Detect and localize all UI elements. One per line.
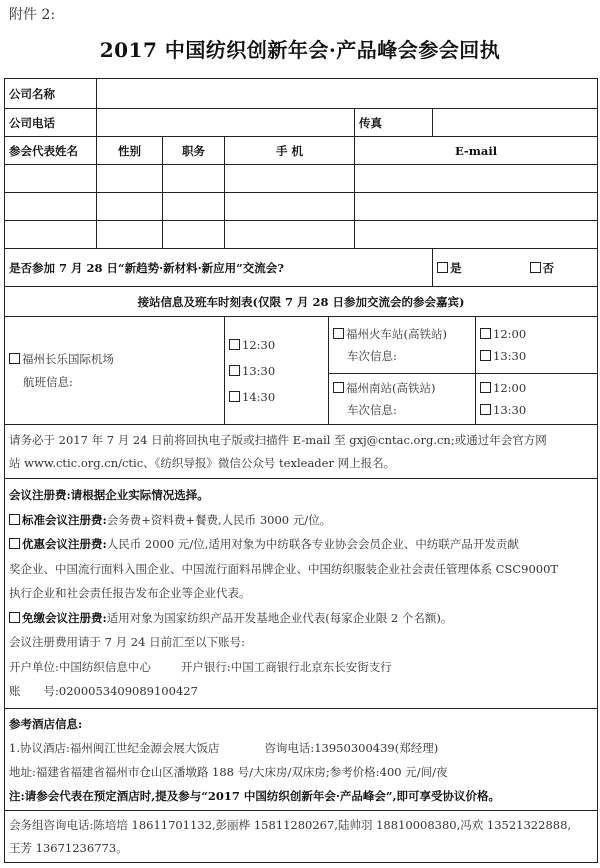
fees-cell xyxy=(5,479,598,709)
discount-fee-text: 执行企业和社会责任报告发布企业等企业代表。 xyxy=(9,586,251,601)
payment-deadline: 会议注册费用请于 7 月 24 日前汇至以下账号: xyxy=(9,635,245,650)
annex-label: 附件 2: xyxy=(9,7,56,23)
hotel-cell xyxy=(5,709,598,811)
exchange-yes-option[interactable]: 是 xyxy=(437,261,462,275)
attendee-row xyxy=(5,221,598,249)
contacts-line: 王芳 13671236773。 xyxy=(9,840,128,855)
contacts-line: 会务组咨询电话:陈培培 18611701132,彭丽桦 15811280267,陆帅羽 18810008380,冯欢 13521322888, xyxy=(9,818,572,832)
fax-label: 传真 xyxy=(355,109,433,137)
company-name-field[interactable] xyxy=(97,79,598,109)
checkbox-icon[interactable] xyxy=(480,350,491,361)
train-info-label: 车次信息: xyxy=(347,403,397,417)
exchange-no-option[interactable]: 否 xyxy=(530,261,555,275)
attendee-name-cell[interactable] xyxy=(5,221,97,249)
airport-times-cell xyxy=(225,317,329,425)
attendee-position-cell[interactable] xyxy=(163,193,225,221)
hotel-note: 注:请参会代表在预定酒店时,提及参与“2017 中国纺织创新年会·产品峰会”,即可享受协议价格。 xyxy=(9,788,500,803)
time-option[interactable]: 12:00 xyxy=(480,323,593,346)
checkbox-icon[interactable] xyxy=(9,353,20,364)
checkbox-icon[interactable] xyxy=(229,391,240,402)
checkbox-icon[interactable] xyxy=(9,538,20,549)
discount-fee-option[interactable]: 优惠会议注册费:人民币 2000 元/位,适用对象为中纺联各专业协会会员企业、中纺联产品开发贡献 xyxy=(9,532,593,557)
col-header-mobile: 手 机 xyxy=(225,137,355,165)
checkbox-icon[interactable] xyxy=(229,339,240,350)
checkbox-icon[interactable] xyxy=(437,262,448,273)
time-option[interactable]: 12:30 xyxy=(229,332,324,358)
hotel-heading: 参考酒店信息: xyxy=(9,716,83,731)
attendee-row xyxy=(5,193,598,221)
exchange-options xyxy=(433,249,598,287)
attendee-gender-cell[interactable] xyxy=(97,165,163,193)
exchange-question: 是否参加 7 月 28 日“新趋势·新材料·新应用”交流会? xyxy=(5,249,433,287)
contacts-cell xyxy=(5,811,598,863)
attendee-email-cell[interactable] xyxy=(355,221,598,249)
checkbox-icon[interactable] xyxy=(9,612,20,623)
time-option[interactable]: 13:30 xyxy=(480,345,593,368)
col-header-name: 参会代表姓名 xyxy=(5,137,97,165)
attendee-position-cell[interactable] xyxy=(163,221,225,249)
airport-cell xyxy=(5,317,225,425)
attendee-name-cell[interactable] xyxy=(5,165,97,193)
checkbox-icon[interactable] xyxy=(530,262,541,273)
south-station-option[interactable]: 福州南站(高铁站) xyxy=(333,377,471,400)
free-fee-option[interactable]: 免缴会议注册费:适用对象为国家纺织产品开发基地企业代表(每家企业限 2 个名额)。 xyxy=(9,606,593,631)
time-option[interactable]: 12:00 xyxy=(480,377,593,400)
south-times-cell xyxy=(476,374,598,425)
attendee-mobile-cell[interactable] xyxy=(225,165,355,193)
attendee-mobile-cell[interactable] xyxy=(225,221,355,249)
train-station-option[interactable]: 福州火车站(高铁站) xyxy=(333,323,471,346)
hotel-name-line: 1.协议酒店:福州闽江世纪金源会展大饭店 咨询电话:13950300439(郑经理) xyxy=(9,740,439,755)
fax-field[interactable] xyxy=(433,109,598,137)
checkbox-icon[interactable] xyxy=(480,404,491,415)
train-times-cell xyxy=(476,317,598,374)
south-station-cell xyxy=(329,374,476,425)
train-info-label: 车次信息: xyxy=(347,349,397,363)
account-info: 开户单位:中国纺织信息中心 开户银行:中国工商银行北京东长安街支行 xyxy=(9,659,392,674)
attendee-mobile-cell[interactable] xyxy=(225,193,355,221)
attendee-gender-cell[interactable] xyxy=(97,193,163,221)
fees-heading: 会议注册费:请根据企业实际情况选择。 xyxy=(9,488,209,503)
account-number: 账 号:0200053409089100427 xyxy=(9,684,198,699)
company-phone-field[interactable] xyxy=(97,109,355,137)
registration-form xyxy=(4,78,598,863)
discount-fee-text: 奖企业、中国流行面料入围企业、中国流行面料吊牌企业、中国纺织服装企业社会责任管理体系 CSC9000T xyxy=(9,561,559,576)
hotel-address: 地址:福建省福建省福州市仓山区潘墩路 188 号/大床房/双床房;参考价格:400 元/间/夜 xyxy=(9,764,448,779)
checkbox-icon[interactable] xyxy=(333,328,344,339)
checkbox-icon[interactable] xyxy=(480,382,491,393)
attendee-email-cell[interactable] xyxy=(355,193,598,221)
col-header-position: 职务 xyxy=(163,137,225,165)
company-name-label: 公司名称 xyxy=(5,79,97,109)
notice-line: 站 www.ctic.org.cn/ctic、《纺织导报》微信公众号 texleader 网上报名。 xyxy=(9,455,396,470)
standard-fee-option[interactable]: 标准会议注册费:会务费+资料费+餐费,人民币 3000 元/位。 xyxy=(9,508,593,533)
col-header-email: E-mail xyxy=(355,137,598,165)
attendee-gender-cell[interactable] xyxy=(97,221,163,249)
checkbox-icon[interactable] xyxy=(333,382,344,393)
airport-option[interactable]: 福州长乐国际机场 xyxy=(9,348,220,371)
notice-cell xyxy=(5,425,598,479)
time-option[interactable]: 13:30 xyxy=(229,358,324,384)
transfer-title: 接站信息及班车时刻表(仅限 7 月 28 日参加交流会的参会嘉宾) xyxy=(5,287,598,317)
checkbox-icon[interactable] xyxy=(480,328,491,339)
time-option[interactable]: 13:30 xyxy=(480,399,593,422)
col-header-gender: 性别 xyxy=(97,137,163,165)
time-option[interactable]: 14:30 xyxy=(229,384,324,410)
flight-info-label: 航班信息: xyxy=(23,374,73,389)
attendee-email-cell[interactable] xyxy=(355,165,598,193)
company-phone-label: 公司电话 xyxy=(5,109,97,137)
attendee-position-cell[interactable] xyxy=(163,165,225,193)
notice-line: 请务必于 2017 年 7 月 24 日前将回执电子版或扫描件 E-mail 至 gxj@cntac.org.cn;或通过年会官方网 xyxy=(9,433,547,447)
attendee-name-cell[interactable] xyxy=(5,193,97,221)
checkbox-icon[interactable] xyxy=(229,365,240,376)
attendee-row xyxy=(5,165,598,193)
checkbox-icon[interactable] xyxy=(9,514,20,525)
page-title: 2017 中国纺织创新年会·产品峰会参会回执 xyxy=(99,38,501,62)
train-station-cell xyxy=(329,317,476,374)
